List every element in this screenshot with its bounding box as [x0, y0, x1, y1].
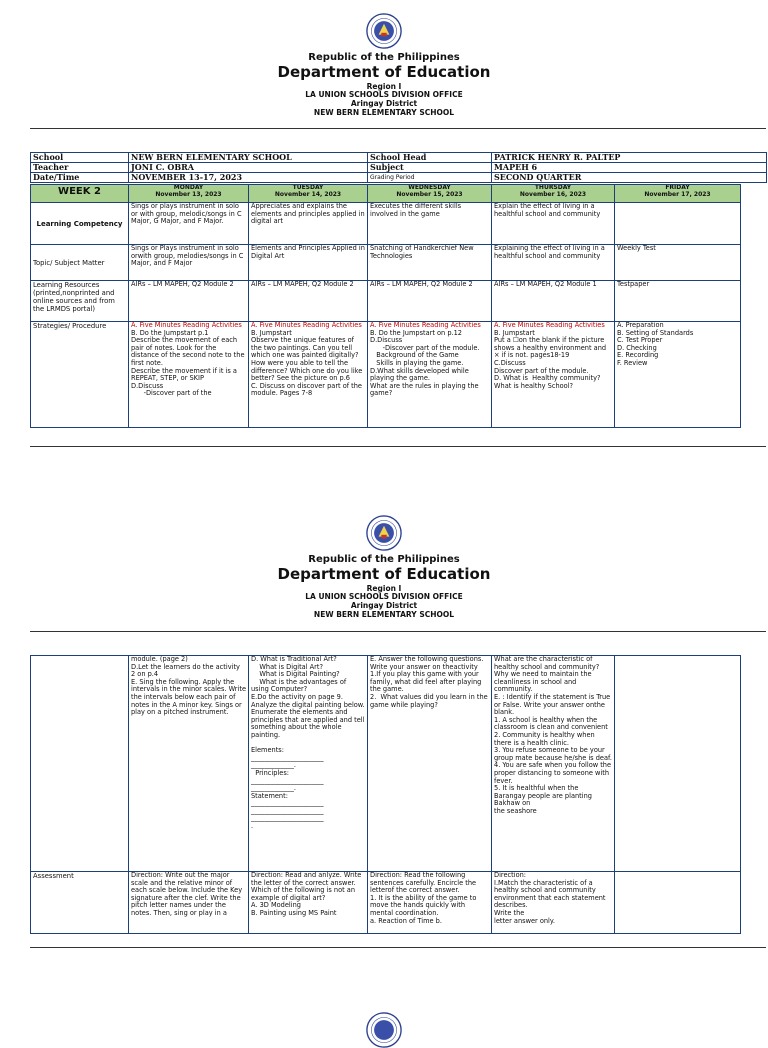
- strategies-wednesday: A. Five Minutes Reading Activities B. Do the Jumpstart on p.12 D.Discuss -Discover part of the module. Background of the Game Skills in playing the game. D.What skills developed while playing the game. What are the rules in playing the game?: [368, 322, 492, 428]
- region-text: Region I: [366, 584, 402, 593]
- topic-thursday: Explaining the effect of living in a healthful school and community: [492, 245, 615, 281]
- strategies-thursday: A. Five Minutes Reading Activities B. Jumpstart Put a ☐on the blank if the picture shows a healthy environment and × if is not. pages18-19 C.Discuss Discover part of the module. D. What is Healthy community? What is healthy School?: [492, 322, 615, 428]
- competency-wednesday: Executes the different skills involved in the game: [368, 203, 492, 245]
- resources-wednesday: AIRs – LM MAPEH, Q2 Module 2: [368, 281, 492, 322]
- school-text: NEW BERN ELEMENTARY SCHOOL: [313, 108, 455, 117]
- deped-seal-icon: [366, 515, 402, 551]
- division-text: LA UNION SCHOOLS DIVISION OFFICE: [305, 90, 463, 99]
- subject-label: Subject: [368, 163, 492, 173]
- assessment-thursday: Direction: I.Match the characteristic of a healthy school and community environment that each statement describes. Write the letter answer only.: [492, 872, 615, 934]
- competency-friday: [615, 203, 741, 245]
- date-value: NOVEMBER 13-17, 2023: [129, 173, 368, 183]
- day-header-tuesday: TUESDAY November 14, 2023: [249, 185, 368, 203]
- competency-tuesday: Appreciates and explains the elements and principles applied in digital art: [249, 203, 368, 245]
- school-head-label: School Head: [368, 153, 492, 163]
- day-header-monday: MONDAY November 13, 2023: [129, 185, 249, 203]
- topic-friday: Weekly Test: [615, 245, 741, 281]
- row-label-topic: Topic/ Subject Matter: [31, 245, 129, 281]
- five-minutes-reading: A. Five Minutes Reading Activities: [251, 321, 362, 329]
- continued-monday: module. (page 2) D.Let the learners do the activity 2 on p.4 E. Sing the following. Apply the intervals in the minor scales. Write the intervals below each pair of notes in the A minor key. Sings or play on a pitched instrument.: [129, 656, 249, 872]
- day-header-friday: FRIDAY November 17, 2023: [615, 185, 741, 203]
- department-title: Department of Education: [277, 565, 491, 583]
- header-divider: [30, 631, 766, 632]
- competency-thursday: Explain the effect of living in a healthful school and community: [492, 203, 615, 245]
- strategies-tuesday: A. Five Minutes Reading Activities B. Jumpstart Observe the unique features of the two paintings. Can you tell which one was painted digitally? How were you able to tell the difference? Which one do you like better? See the picture on p.6 C. Discuss on discover part of the module. Pages 7-8: [249, 322, 368, 428]
- five-minutes-reading: A. Five Minutes Reading Activities: [494, 321, 605, 329]
- topic-tuesday: Elements and Principles Applied in Digital Art: [249, 245, 368, 281]
- row-label-strategies: Strategies/ Procedure: [31, 322, 129, 428]
- republic-text: Republic of the Philippines: [308, 52, 460, 63]
- division-text: LA UNION SCHOOLS DIVISION OFFICE: [305, 592, 463, 601]
- page2-footer-divider: [30, 947, 766, 948]
- deped-seal-icon: [366, 13, 402, 49]
- row-label-assessment: Assessment: [31, 872, 129, 934]
- continued-tuesday: D. What is Traditional Art? What is Digital Art? What is Digital Painting? What is the advantages of using Computer? E.Do the activity on page 9. Analyze the digital painting below. Enumerate the elements and principles that are applied and tell something about the whole painting. Elements: ______________________ _____________. Principles: ______________________ _____________. Statement: ______________________ ______________________ ______________________ .: [249, 656, 368, 872]
- strategies-monday: A. Five Minutes Reading Activities B. Do the Jumpstart p.1 Describe the movement of each pair of notes. Look for the distance of the second note to the first note. Describe the movement if it is a REPEAT, STEP, or SKIP D.Discuss -Discover part of the: [129, 322, 249, 428]
- continued-friday: [615, 656, 741, 872]
- week-label: WEEK 2: [31, 185, 129, 203]
- weekly-plan-table-continued: [30, 655, 741, 934]
- resources-monday: AIRs – LM MAPEH, Q2 Module 2: [129, 281, 249, 322]
- continued-thursday: What are the characteristic of healthy school and community? Why we need to maintain the cleanliness in school and community. E. : Identify if the statement is True or False. Write your answer onthe blank. 1. A school is healthy when the classroom is clean and convenient 2. Community is healthy when there is a health clinic. 3. You refuse someone to be your group mate because he/she is deaf. 4. You are safe when you follow the proper distancing to someone with fever. 5. It is healthful when the Barangay people are planting Bakhaw on the seashore: [492, 656, 615, 872]
- school-label: School: [31, 153, 129, 163]
- strategies-friday: A. Preparation B. Setting of Standards C. Test Proper D. Checking E. Recording F. Review: [615, 322, 741, 428]
- resources-tuesday: AIRs – LM MAPEH, Q2 Module 2: [249, 281, 368, 322]
- grading-period-value: SECOND QUARTER: [492, 173, 767, 183]
- five-minutes-reading: A. Five Minutes Reading Activities: [131, 321, 242, 329]
- department-title: Department of Education: [277, 63, 491, 81]
- resources-friday: Testpaper: [615, 281, 741, 322]
- assessment-monday: Direction: Write out the major scale and the relative minor of each scale below. Include the Key signature after the clef. Write the pitch letter names under the notes. Then, sing or play in a: [129, 872, 249, 934]
- assessment-wednesday: Direction: Read the following sentences carefully. Encircle the letterof the correct answer. 1. It is the ability of the game to move the hands quickly with mental coordination. a. Reaction of Time b.: [368, 872, 492, 934]
- date-label: Date/Time: [31, 173, 129, 183]
- resources-thursday: AIRs – LM MAPEH, Q2 Module 1: [492, 281, 615, 322]
- subject-value: MAPEH 6: [492, 163, 767, 173]
- district-text: Aringay District: [350, 99, 418, 108]
- lesson-plan-table: [30, 152, 767, 183]
- page1-footer-divider: [30, 446, 766, 447]
- topic-monday: Sings or Plays instrument in solo orwith group, melodies/songs in C Major, and F Major: [129, 245, 249, 281]
- school-head-value: PATRICK HENRY R. PALTEP: [492, 153, 767, 163]
- school-text: NEW BERN ELEMENTARY SCHOOL: [313, 610, 455, 619]
- day-header-thursday: THURSDAY November 16, 2023: [492, 185, 615, 203]
- row-label-resources: Learning Resources (printed,nonprinted and online sources and from the LRMDS portal): [31, 281, 129, 322]
- republic-text: Republic of the Philippines: [308, 554, 460, 565]
- teacher-label: Teacher: [31, 163, 129, 173]
- row-label-competency: Learning Competency: [31, 203, 129, 245]
- region-text: Region I: [366, 82, 402, 91]
- weekly-plan-table: [30, 184, 741, 428]
- competency-monday: Sings or plays instrument in solo or with group, melodic/songs in C Major, G Major, and F Major.: [129, 203, 249, 245]
- deped-seal-icon: [366, 1012, 402, 1048]
- header-divider: [30, 128, 766, 129]
- topic-wednesday: Snatching of Handkerchief New Technologies: [368, 245, 492, 281]
- assessment-tuesday: Direction: Read and anlyze. Write the letter of the correct answer. Which of the following is not an example of digital art? A. 3D Modeling B. Painting using MS Paint: [249, 872, 368, 934]
- grading-period-label: Grading Period: [368, 173, 492, 183]
- school-value: NEW BERN ELEMENTARY SCHOOL: [129, 153, 368, 163]
- continued-wednesday: E. Answer the following questions. Write your answer on theactivity 1.If you play this game with your family, what did feel after playing the game. 2. What values did you learn in the game while playing?: [368, 656, 492, 872]
- five-minutes-reading: A. Five Minutes Reading Activities: [370, 321, 481, 329]
- row-label-blank: [31, 656, 129, 872]
- day-header-wednesday: WEDNESDAY November 15, 2023: [368, 185, 492, 203]
- teacher-value: JONI C. OBRA: [129, 163, 368, 173]
- assessment-friday: [615, 872, 741, 934]
- district-text: Aringay District: [350, 601, 418, 610]
